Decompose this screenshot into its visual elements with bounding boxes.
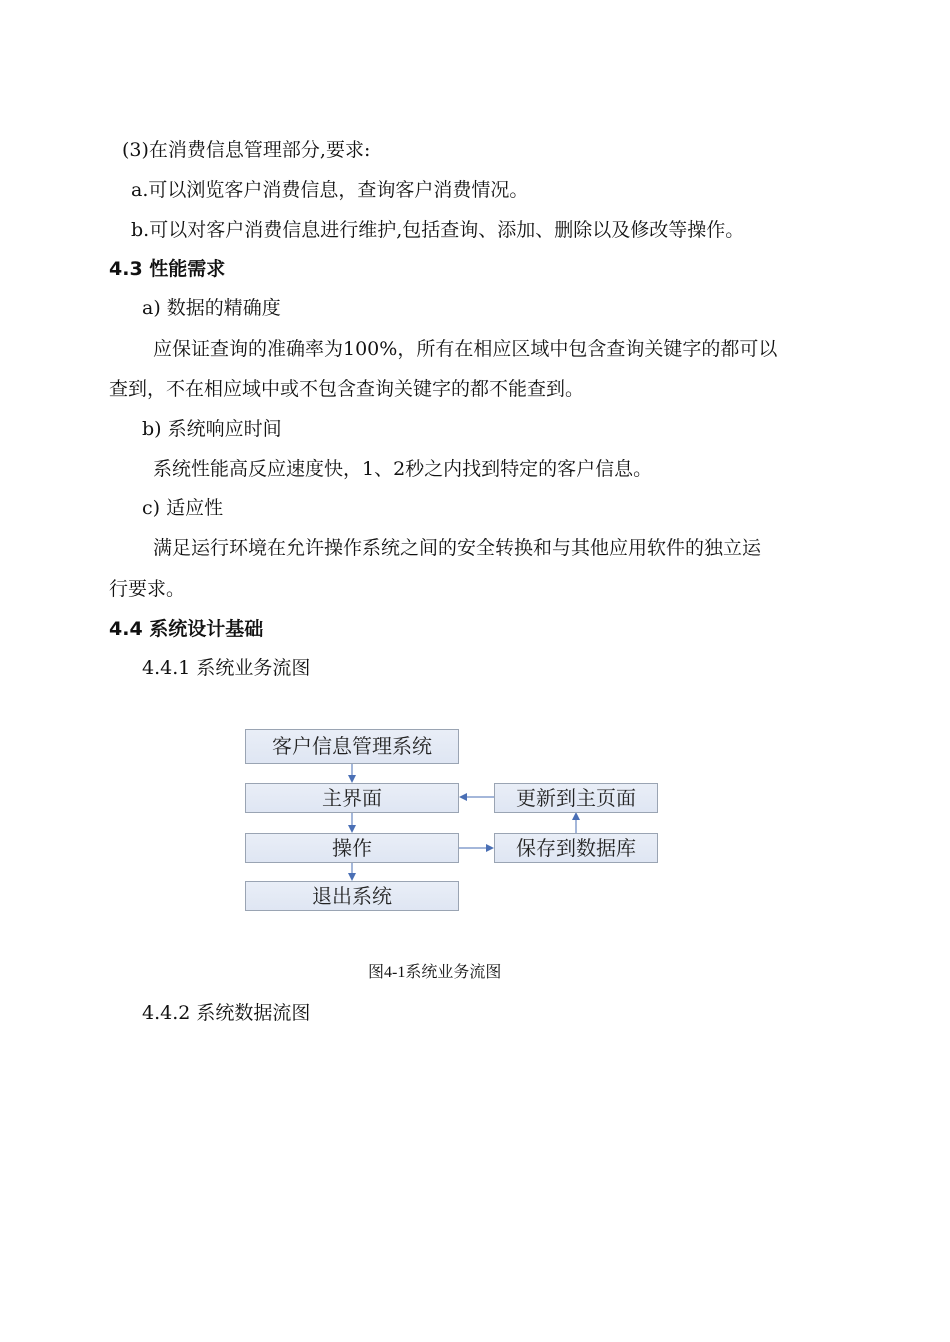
flow-box-operate: 操作 <box>245 833 459 863</box>
heading-4-4-2: 4.4.2 系统数据流图 <box>142 1002 311 1024</box>
heading-4-3: 4.3 性能需求 <box>109 258 226 280</box>
perf-b-body: 系统性能高反应速度快，1、2秒之内找到特定的客户信息。 <box>153 458 653 480</box>
req-3-item-a: a.可以浏览客户消费信息，查询客户消费情况。 <box>131 179 529 201</box>
figure-caption: 图4-1系统业务流图 <box>368 964 502 981</box>
perf-c-body-1: 满足运行环境在允许操作系统之间的安全转换和与其他应用软件的独立运 <box>153 537 762 559</box>
perf-a-body-1: 应保证查询的准确率为100%，所有在相应区域中包含查询关键字的都可以 <box>153 338 778 360</box>
perf-c-body-2: 行要求。 <box>109 578 186 600</box>
flow-box-main: 主界面 <box>245 783 459 813</box>
flow-box-save: 保存到数据库 <box>494 833 658 863</box>
flow-box-update: 更新到主页面 <box>494 783 658 813</box>
heading-4-4-1: 4.4.1 系统业务流图 <box>142 657 311 679</box>
perf-a-body-2: 查到，不在相应域中或不包含查询关键字的都不能查到。 <box>109 378 585 400</box>
perf-a-title: a) 数据的精确度 <box>142 297 281 319</box>
flow-box-system: 客户信息管理系统 <box>245 729 459 764</box>
heading-4-4: 4.4 系统设计基础 <box>109 618 264 640</box>
perf-b-title: b) 系统响应时间 <box>142 418 282 440</box>
perf-c-title: c) 适应性 <box>142 497 224 519</box>
flow-box-exit: 退出系统 <box>245 881 459 911</box>
req-3-item-b: b.可以对客户消费信息进行维护,包括查询、添加、删除以及修改等操作。 <box>131 219 745 241</box>
req-3-title: (3)在消费信息管理部分,要求: <box>122 139 371 161</box>
